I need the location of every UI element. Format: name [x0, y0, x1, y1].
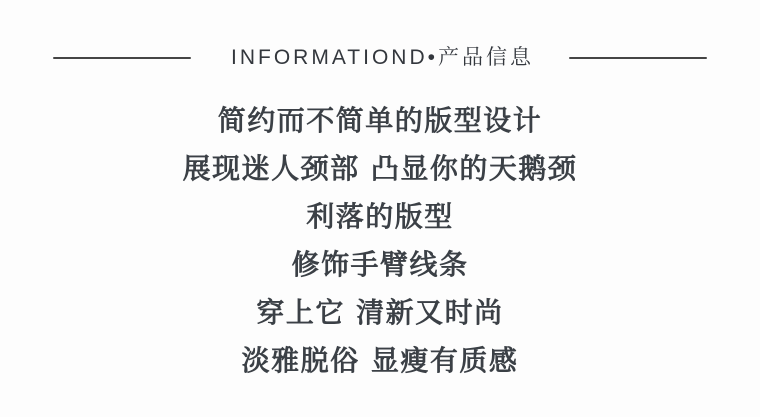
description-line: 简约而不简单的版型设计: [217, 104, 543, 137]
description-line: 展现迷人颈部 凸显你的天鹅颈: [182, 152, 578, 185]
description-line: 淡雅脱俗 显瘦有质感: [241, 344, 519, 377]
section-title: INFORMATIOND•产品信息: [231, 46, 534, 69]
product-description: [0, 97, 760, 385]
description-line: 穿上它 清新又时尚: [256, 296, 504, 329]
description-line: 修饰手臂线条: [291, 248, 469, 281]
description-line: 利落的版型: [306, 200, 454, 233]
section-header: [0, 0, 760, 71]
header-right-rule: [569, 57, 707, 59]
header-left-rule: [53, 57, 191, 59]
